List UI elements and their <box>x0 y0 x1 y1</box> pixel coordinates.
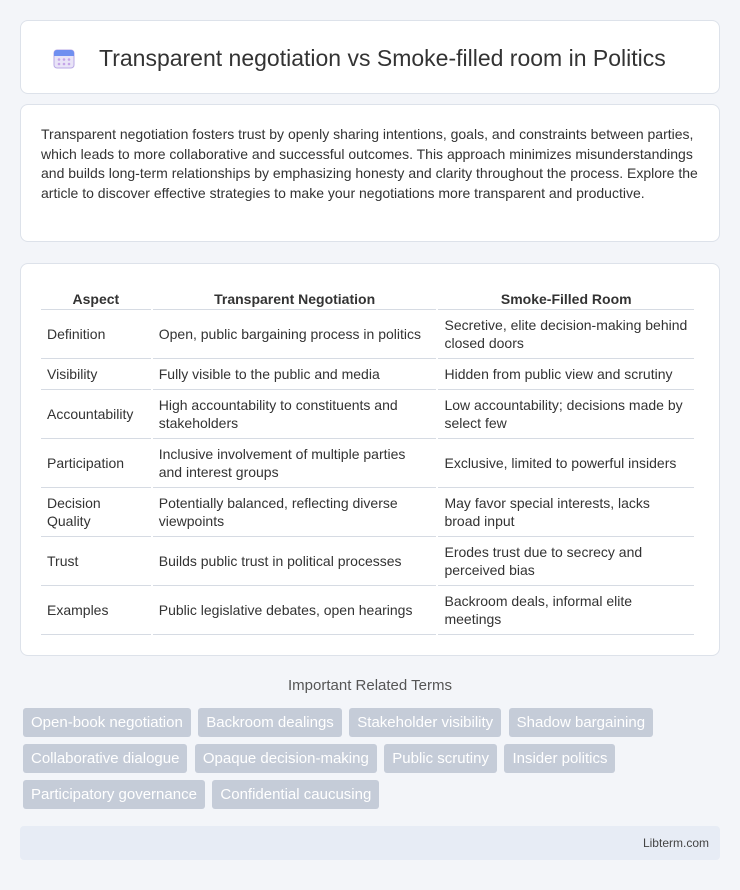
table-row <box>41 537 694 586</box>
table-cell: Accountability <box>41 390 151 439</box>
table-cell: Hidden from public view and scrutiny <box>438 359 694 390</box>
table-row <box>41 439 694 488</box>
table-cell: Public legislative debates, open hearings <box>153 586 437 635</box>
table-cell: Backroom deals, informal elite meetings <box>438 586 694 635</box>
table-cell: Fully visible to the public and media <box>153 359 437 390</box>
table-cell: May favor special interests, lacks broad input <box>438 488 694 537</box>
table-row <box>41 359 694 390</box>
header-transparent: Transparent Negotiation <box>153 284 437 310</box>
related-term-tag[interactable]: Backroom dealings <box>198 708 342 737</box>
table-cell: Visibility <box>41 359 151 390</box>
table-cell: Erodes trust due to secrecy and perceived bias <box>438 537 694 586</box>
related-term-tag[interactable]: Open-book negotiation <box>23 708 191 737</box>
related-term-tag[interactable]: Participatory governance <box>23 780 205 809</box>
table-cell: Builds public trust in political processes <box>153 537 437 586</box>
related-terms-title: Important Related Terms <box>288 677 452 694</box>
table-cell: Definition <box>41 310 151 359</box>
table-cell: Inclusive involvement of multiple parties and interest groups <box>153 439 437 488</box>
comparison-table <box>39 284 696 635</box>
table-cell: Secretive, elite decision-making behind closed doors <box>438 310 694 359</box>
table-row <box>41 310 694 359</box>
related-term-tag[interactable]: Shadow bargaining <box>509 708 653 737</box>
table-header-row <box>41 284 694 310</box>
table-row <box>41 488 694 537</box>
header-smoke-filled: Smoke-Filled Room <box>438 284 694 310</box>
page-title: Transparent negotiation vs Smoke-filled room in Politics <box>99 45 666 71</box>
table-cell: Trust <box>41 537 151 586</box>
related-term-tag[interactable]: Stakeholder visibility <box>349 708 501 737</box>
intro-card <box>20 104 720 242</box>
table-row <box>41 390 694 439</box>
table-cell: Examples <box>41 586 151 635</box>
intro-text: Transparent negotiation fosters trust by openly sharing intentions, goals, and constraints between parties, which leads to more collaborative and successful outcomes. This approach minimizes misunderstandings and builds long-term relationships by emphasizing honesty and clarity throughout the process. Explore the article to discover effective strategies to make your negotiations more transparent and productive. <box>41 126 698 201</box>
related-term-tag[interactable]: Opaque decision-making <box>195 744 377 773</box>
table-cell: Low accountability; decisions made by select few <box>438 390 694 439</box>
table-row <box>41 586 694 635</box>
related-term-tag[interactable]: Public scrutiny <box>384 744 497 773</box>
table-cell: Exclusive, limited to powerful insiders <box>438 439 694 488</box>
related-term-tag[interactable]: Insider politics <box>504 744 615 773</box>
footer-bar <box>20 826 720 860</box>
comparison-card <box>20 263 720 656</box>
table-cell: Potentially balanced, reflecting diverse viewpoints <box>153 488 437 537</box>
table-cell: Open, public bargaining process in politics <box>153 310 437 359</box>
related-terms-list <box>23 708 723 816</box>
calendar-icon <box>52 46 76 70</box>
table-cell: High accountability to constituents and stakeholders <box>153 390 437 439</box>
footer-site-link[interactable]: Libterm.com <box>642 836 709 850</box>
table-cell: Decision Quality <box>41 488 151 537</box>
related-term-tag[interactable]: Collaborative dialogue <box>23 744 187 773</box>
header-card <box>20 20 720 94</box>
table-cell: Participation <box>41 439 151 488</box>
header-aspect: Aspect <box>41 284 151 310</box>
related-term-tag[interactable]: Confidential caucusing <box>212 780 379 809</box>
